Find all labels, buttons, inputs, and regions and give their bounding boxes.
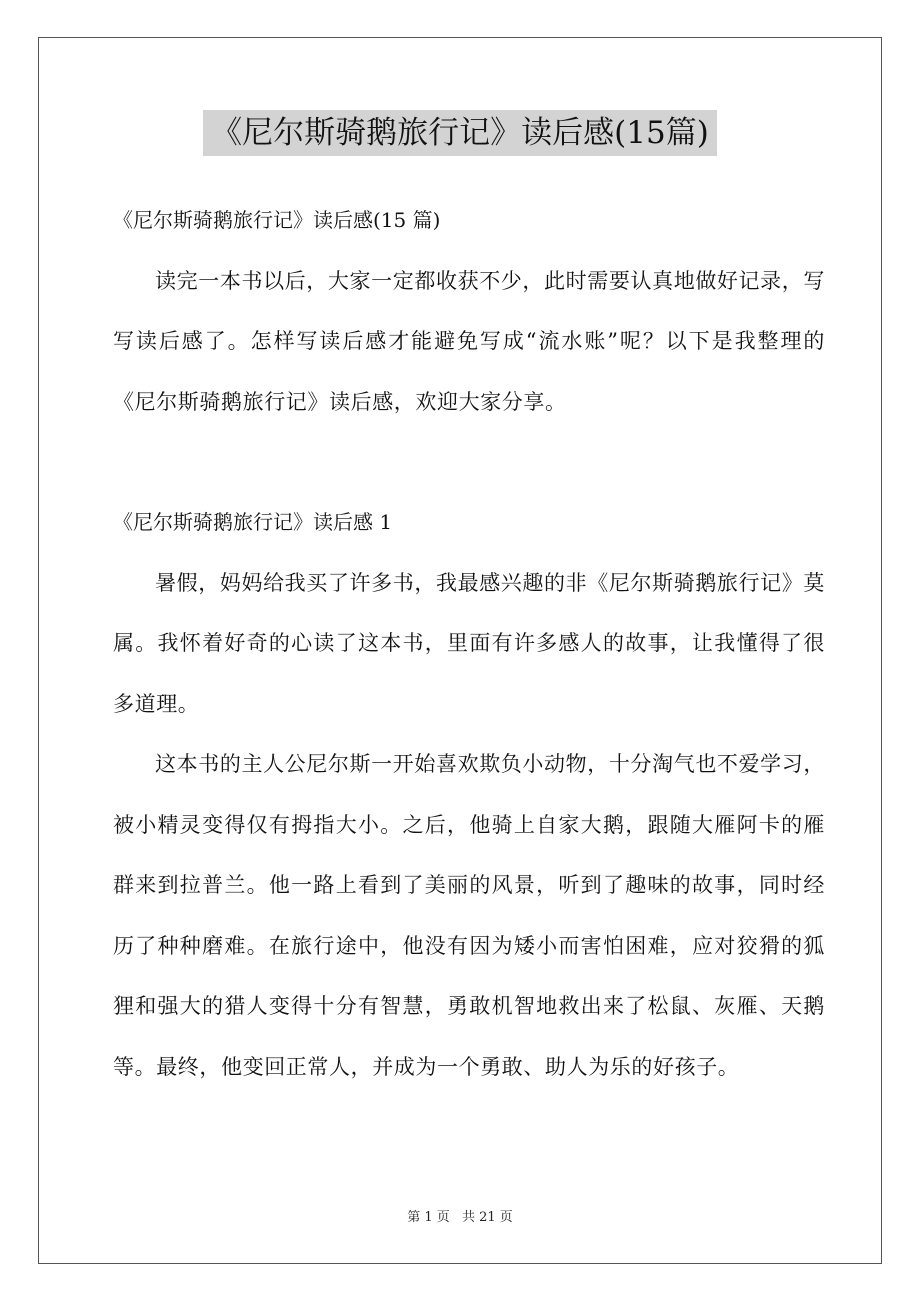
document-title: 《尼尔斯骑鹅旅行记》读后感(15篇) <box>203 110 717 156</box>
document-subtitle: 《尼尔斯骑鹅旅行记》读后感(15 篇) <box>113 208 441 232</box>
page-total: 共 21 页 <box>461 1210 513 1225</box>
intro-paragraph: 读完一本书以后，大家一定都收获不少，此时需要认真地做好记录，写写读后感了。怎样写读后感才能避免写成“流水账”呢？以下是我整理的《尼尔斯骑鹅旅行记》读后感，欢迎大家分享。 <box>113 268 825 414</box>
page-number: 第 1 页 <box>407 1210 450 1225</box>
title-container <box>0 110 920 156</box>
body-paragraph: 暑假，妈妈给我买了许多书，我最感兴趣的非《尼尔斯骑鹅旅行记》莫属。我怀着好奇的心读了这本书，里面有许多感人的故事，让我懂得了很多道理。 <box>113 570 825 716</box>
section-heading: 《尼尔斯骑鹅旅行记》读后感 1 <box>113 510 393 534</box>
body-paragraph: 这本书的主人公尼尔斯一开始喜欢欺负小动物，十分淘气也不爱学习，被小精灵变得仅有拇指大小。之后，他骑上自家大鹅，跟随大雁阿卡的雁群来到拉普兰。他一路上看到了美丽的风景，听到了趣味的故事，同时经历了种种磨难。在旅行途中，他没有因为矮小而害怕困难，应对狡猾的狐狸和强大的猎人变得十分有智慧，勇敢机智地救出来了松鼠、灰雁、天鹅等。最终，他变回正常人，并成为一个勇敢、助人为乐的好孩子。 <box>113 752 825 1079</box>
page-footer <box>0 1206 920 1225</box>
spacer <box>113 432 825 492</box>
document-body <box>113 190 825 1097</box>
